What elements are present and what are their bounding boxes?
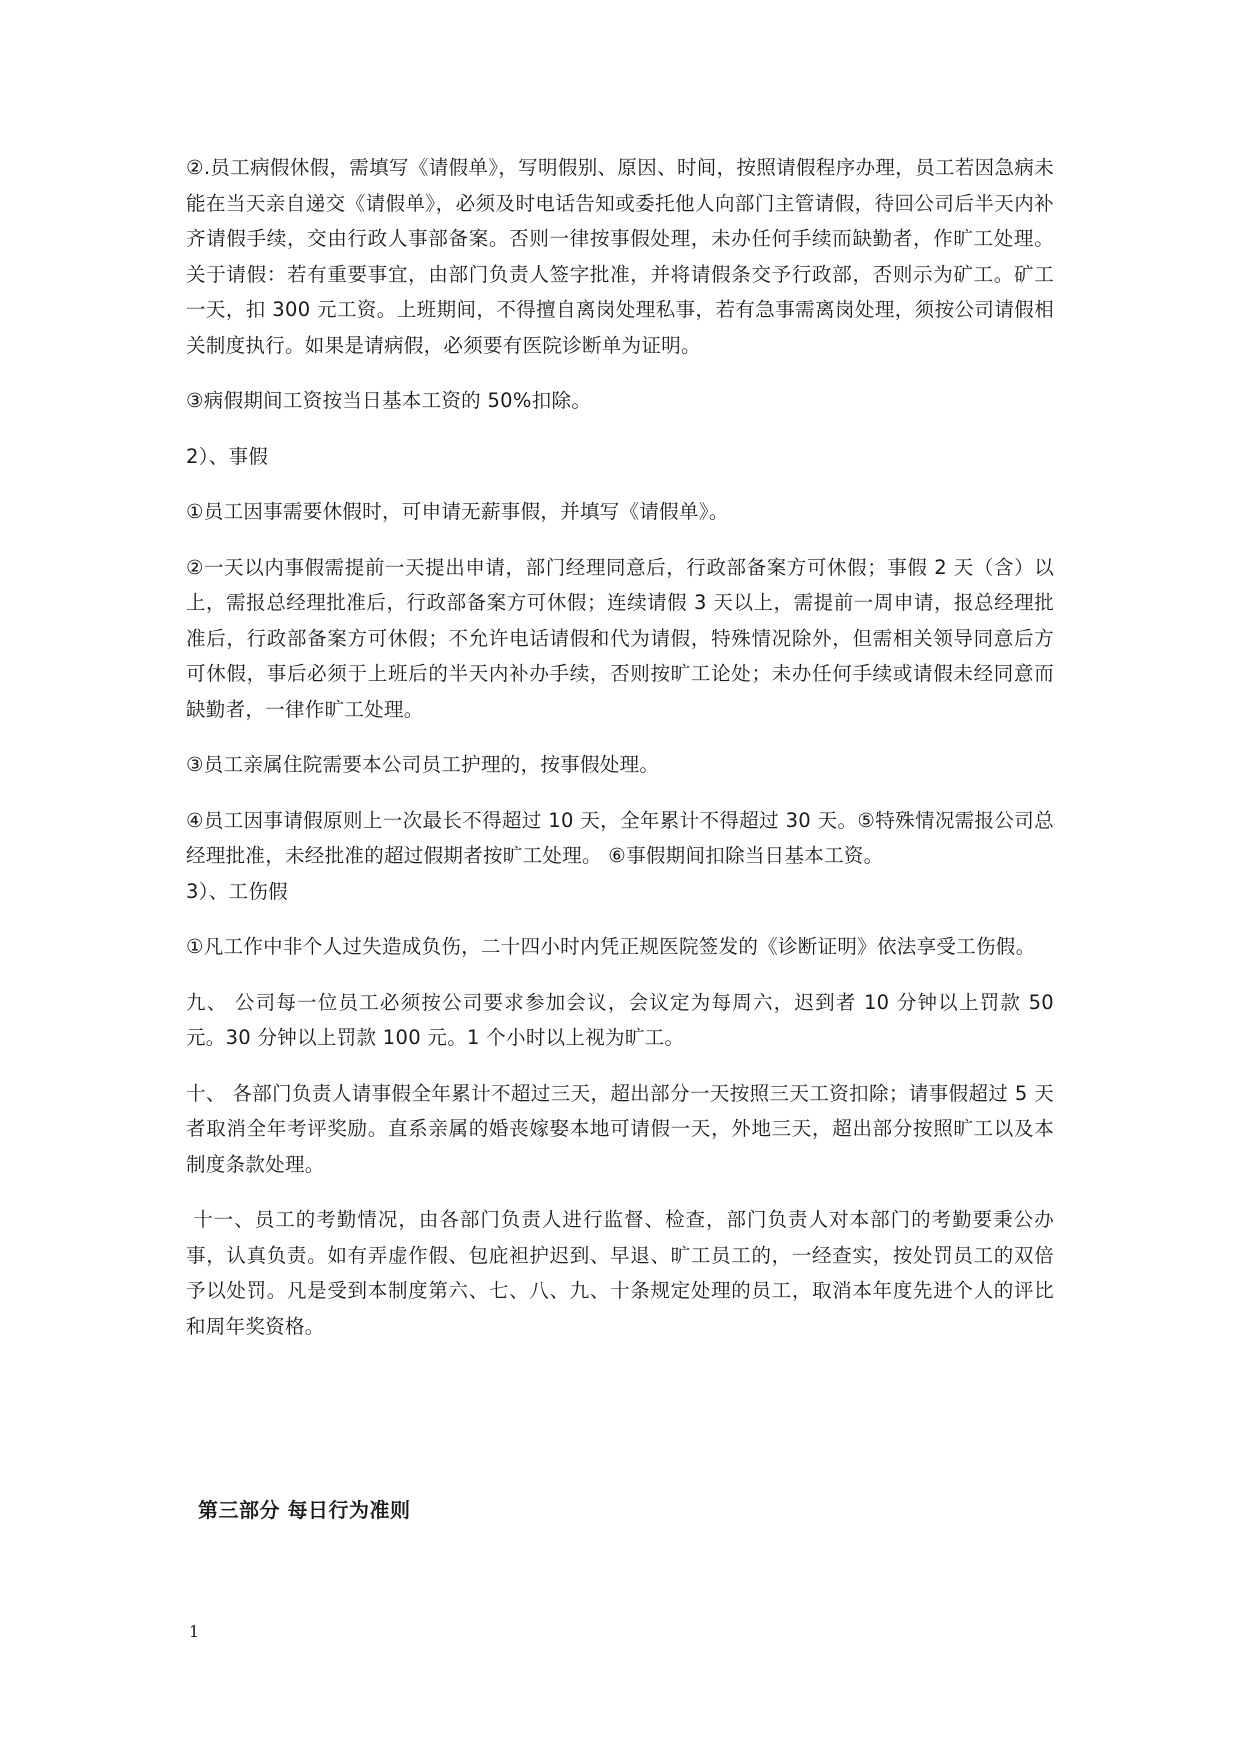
paragraph-relative-care: ③员工亲属住院需要本公司员工护理的，按事假处理。 bbox=[186, 753, 660, 776]
paragraph-injury-leave: ①凡工作中非个人过失造成负伤，二十四小时内凭正规医院签发的《诊断证明》依法享受工伤假。 bbox=[186, 935, 1036, 958]
section-heading: 第三部分 每日行为准则 bbox=[198, 1498, 411, 1522]
paragraph-article-nine-meetings: 九、 公司每一位员工必须按公司要求参加会议，会议定为每周六，迟到者 10 分钟以上罚款 50 元。30 分钟以上罚款 100 元。1 个小时以上视为旷工。 bbox=[186, 990, 1054, 1049]
document-body bbox=[186, 150, 1054, 1364]
page-number: 1 bbox=[189, 1622, 200, 1641]
paragraph-personal-leave-unpaid: ①员工因事需要休假时，可申请无薪事假，并填写《请假单》。 bbox=[186, 500, 729, 523]
paragraph-article-eleven-supervision: 十一、员工的考勤情况，由各部门负责人进行监督、检查，部门负责人对本部门的考勤要秉公办事，认真负责。如有弄虚作假、包庇袒护迟到、早退、旷工员工的，一经查实，按处罚员工的双倍予以处罚。凡是受到本制度第六、七、八、九、十条规定处理的员工，取消本年度先进个人的评比和周年奖资格。 bbox=[186, 1208, 1054, 1338]
heading-personal-leave: 2）、事假 bbox=[186, 444, 269, 468]
paragraph-personal-leave-approval: ②一天以内事假需提前一天提出申请，部门经理同意后，行政部备案方可休假；事假 2 天（含）以上，需报总经理批准后，行政部备案方可休假；连续请假 3 天以上，需提前一周申请，报总经理批准后，行政部备案方可休假；不允许电话请假和代为请假，特殊情况除外，但需相关领导同意后方可休假，事后必须于上班后的半天内补办手续，否则按旷工论处；未办任何手续或请假未经同意而缺勤者，一律作旷工处理。 bbox=[186, 555, 1054, 721]
paragraph-sick-leave-procedure: ②.员工病假休假，需填写《请假单》，写明假别、原因、时间，按照请假程序办理，员工若因急病未能在当天亲自递交《请假单》，必须及时电话告知或委托他人向部门主管请假，待回公司后半天内补齐请假手续，交由行政人事部备案。否则一律按事假处理，未办任何手续而缺勤者，作旷工处理。关于请假：若有重要事宜，由部门负责人签字批准，并将请假条交予行政部，否则示为矿工。矿工一天，扣 300 元工资。上班期间，不得擅自离岗处理私事，若有急事需离岗处理，须按公司请假相关制度执行。如果是请病假，必须要有医院诊断单为证明。 bbox=[186, 156, 1054, 357]
heading-injury-leave: 3）、工伤假 bbox=[186, 879, 288, 903]
paragraph-personal-leave-limits: ④员工因事请假原则上一次最长不得超过 10 天，全年累计不得超过 30 天。⑤特殊情况需报公司总经理批准，未经批准的超过假期者按旷工处理。 ⑥事假期间扣除当日基本工资。 bbox=[186, 808, 1054, 867]
paragraph-sick-leave-pay: ③病假期间工资按当日基本工资的 50%扣除。 bbox=[186, 389, 592, 412]
paragraph-article-ten-managers-leave: 十、 各部门负责人请事假全年累计不超过三天，超出部分一天按照三天工资扣除；请事假超过 5 天者取消全年考评奖励。直系亲属的婚丧嫁娶本地可请假一天，外地三天，超出部分按照旷工以及本制度条款处理。 bbox=[186, 1081, 1054, 1176]
